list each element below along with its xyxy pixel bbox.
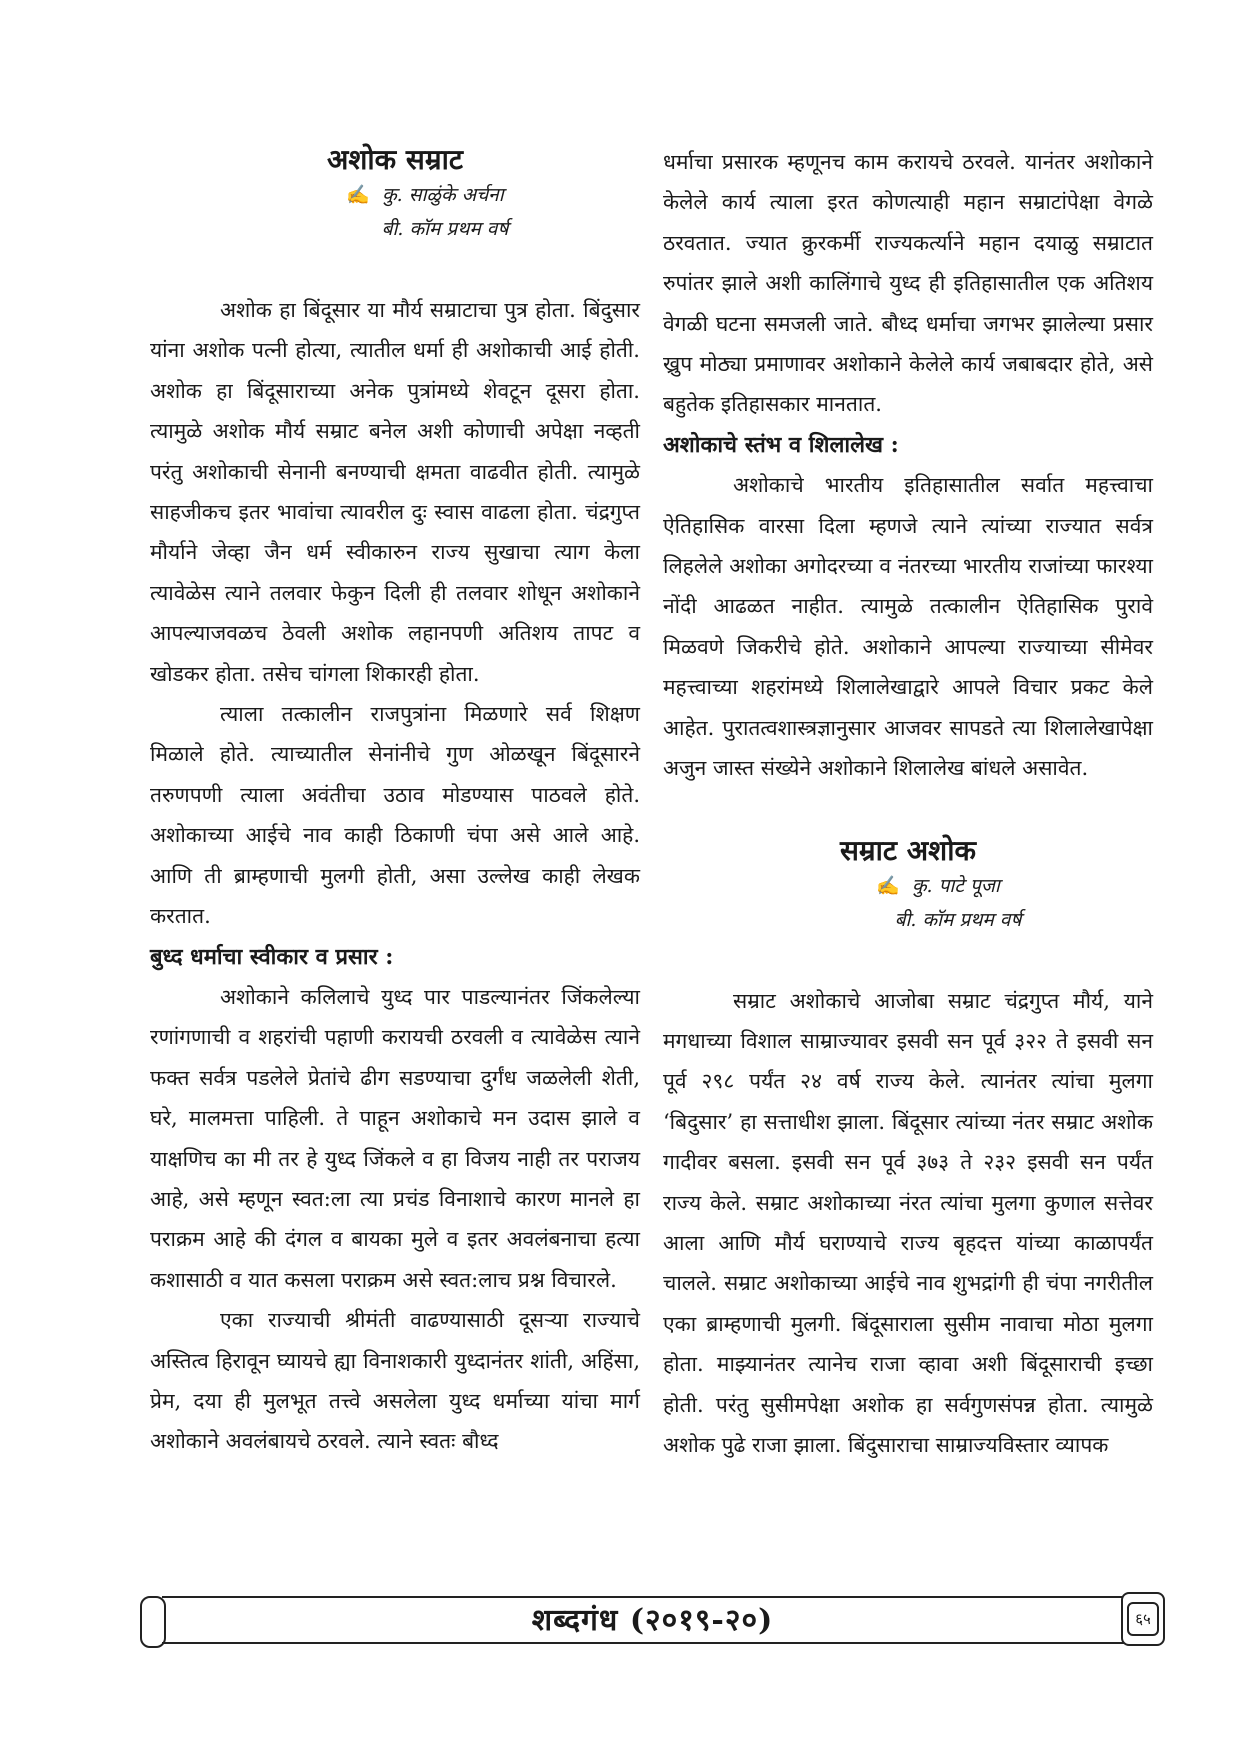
author-byline [663,869,1153,903]
magazine-title: शब्दगंध (२०१९-२०) [531,1603,774,1638]
pen-icon: ✍ [876,874,900,897]
paragraph-continued: धर्माचा प्रसारक म्हणूनच काम करायचे ठरवले. यानंतर अशोकाने केलेले कार्य त्याला इरत कोणत्याही महान सम्राटांपेक्षा वेगळे ठरवतात. ज्यात क्रुरकर्मी राज्यकर्त्याने महान दयाळु सम्राटात रुपांतर झाले अशी कालिंगाचे युध्द ही इतिहासातील एक अतिशय वेगळी घटना समजली जाते. बौध्द धर्माचा जगभर झालेल्या प्रसार ख्रुप मोठ्या प्रमाणावर अशोकाने केलेले कार्य जबाबदार होते, असे बहुतेक इतिहासकार मानतात. [663,150,1153,417]
author-class: बी. कॉम प्रथम वर्ष [894,908,1022,931]
right-column [663,142,1153,1465]
section-heading: अशोकाचे स्तंभ व शिलालेख : [663,431,899,458]
paragraph: त्याला तत्कालीन राजपुत्रांना मिळणारे सर्व शिक्षण मिळाले होते. त्याच्यातील सेनांनीचे गुण ओळखून बिंदूसारने तरुणपणी त्याला अवंतीचा उठाव मोडण्यास पाठवले होते. अशोकाच्या आईचे नाव काही ठिकाणी चंपा असे आले आहे. आणि ती ब्राम्हणाची मुलगी होती, असा उल्लेख काही लेखक करतात. [150,702,640,929]
spacer [150,246,640,290]
author-name: कु. पाटे पूजा [911,874,1000,897]
paragraph: अशोक हा बिंदूसार या मौर्य सम्राटाचा पुत्र होता. बिंदुसार यांना अशोक पत्नी होत्या, त्यातील धर्मा ही अशोकाची आई होती. अशोक हा बिंदूसाराच्या अनेक पुत्रांमध्ये शेवटून दूसरा होता. त्यामुळे अशोक मौर्य सम्राट बनेल अशी कोणाची अपेक्षा नव्हती परंतु अशोकाची सेनानी बनण्याची क्षमता वाढवीत होती. त्यामुळे साहजीकच इतर भावांचा त्यावरील दुः स्वास वाढला होता. चंद्रगुप्त मौर्याने जेव्हा जैन धर्म स्वीकारुन राज्य सुखाचा त्याग केला त्यावेळेस त्याने तलवार फेकुन दिली ही तलवार शोधून अशोकाने आपल्याजवळच ठेवली अशोक लहानपणी अतिशय तापट व खोडकर होता. तसेच चांगला शिकारही होता. [150,298,640,686]
pen-icon: ✍ [346,184,371,206]
spacer [663,937,1153,981]
article-title: सम्राट अशोक [840,833,976,867]
section-heading: बुध्द धर्माचा स्वीकार व प्रसार : [150,943,394,970]
divider [162,1642,1125,1644]
article-2 [663,833,1153,1466]
author-class: बी. कॉम प्रथम वर्ष [381,218,509,240]
paragraph: सम्राट अशोकाचे आजोबा सम्राट चंद्रगुप्त मौर्य, याने मगधाच्या विशाल साम्राज्यावर इसवी सन पूर्व ३२२ ते इसवी सन पूर्व २९८ पर्यंत २४ वर्ष राज्य केले. त्यानंतर त्यांचा मुलगा ‘बिदुसार’ हा सत्ताधीश झाला. बिंदूसार त्यांच्या नंतर सम्राट अशोक गादीवर बसला. इसवी सन पूर्व ३७३ ते २३२ इसवी सन पर्यंत राज्य केले. सम्राट अशोकाच्या नंरत त्यांचा मुलगा कुणाल सत्तेवर आला आणि मौर्य घराण्याचे राज्य बृहदत्त यांच्या काळापर्यंत चालले. सम्राट अशोकाच्या आईचे नाव शुभद्रांगी ही चंपा नगरीतील एका ब्राम्हणाची मुलगी. बिंदूसाराला सुसीम नावाचा मोठा मुलगा होता. माझ्यानंतर त्यानेच राजा व्हावा अशी बिंदूसाराची इच्छा होती. परंतु सुसीमपेक्षा अशोक हा सर्वगुणसंपन्न होता. त्यामुळे अशोक पुढे राजा झाला. बिंदुसाराचा साम्राज्यविस्तार व्यापक [663,988,1153,1457]
left-column [150,142,640,1462]
author-byline [150,178,640,212]
footer-banner [140,1592,1165,1648]
paragraph: अशोकाने कलिलाचे युध्द पार पाडल्यानंतर जिंकलेल्या रणांगणाची व शहरांची पहाणी करायची ठरवली व त्यावेळेस त्याने फक्त सर्वत्र पडलेले प्रेतांचे ढीग सडण्याचा दुर्गंध जळलेली शेती, घरे, मालमत्ता पाहिली. ते पाहून अशोकाचे मन उदास झाले व याक्षणिच का मी तर हे युध्द जिंकले व हा विजय नाही तर पराजय आहे, असे म्हणून स्वत:ला त्या प्रचंड विनाशाचे कारण मानले हा पराक्रम आहे की दंगल व बायका मुले व इतर अवलंबनाचा हत्या कशासाठी व यात कसला पराक्रम असे स्वत:लाच प्रश्न विचारले. [150,984,640,1292]
page-number: ६५ [1127,1602,1159,1636]
article-title: अशोक सम्राट [327,143,463,176]
paragraph: अशोकाचे भारतीय इतिहासातील सर्वात महत्त्वाचा ऐतिहासिक वारसा दिला म्हणजे त्याने त्यांच्या राज्यात सर्वत्र लिहलेले अशोका अगोदरच्या व नंतरच्या भारतीय राजांच्या फारश्या नोंदी आढळत नाहीत. त्यामुळे तत्कालीन ऐतिहासिक पुरावे मिळवणे जिकरीचे होते. अशोकाने आपल्या राज्याच्या सीमेवर महत्त्वाच्या शहरांमध्ये शिलालेखाद्वारे आपले विचार प्रकट केले आहेत. पुरातत्वशास्त्रज्ञानुसार आजवर सापडते त्या शिलालेखापेक्षा अजुन जास्त संख्येने अशोकाने शिलालेख बांधले असावेत. [663,473,1153,781]
paragraph: एका राज्याची श्रीमंती वाढण्यासाठी दूसऱ्या राज्याचे अस्तित्व हिरावून घ्यायचे ह्या विनाशकारी युध्दानंतर शांती, अहिंसा, प्रेम, दया ही मुलभूत तत्त्वे असलेला युध्द धर्माच्या यांचा मार्ग अशोकाने अवलंबायचे ठरवले. त्याने स्वतः बौध्द [150,1308,640,1454]
author-name: कु. साळुंके अर्चना [382,184,504,206]
